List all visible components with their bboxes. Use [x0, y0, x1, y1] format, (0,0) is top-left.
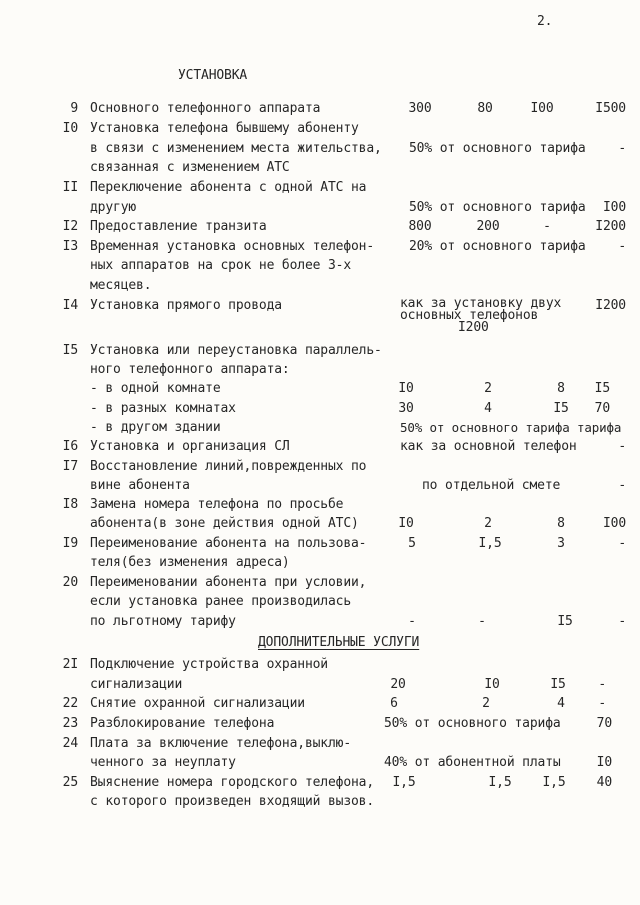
- row-description: по льготному тарифу: [90, 614, 236, 629]
- row-description: сигнализации: [90, 677, 183, 692]
- row-description: месяцев.: [90, 278, 152, 293]
- price-value: -: [618, 614, 626, 629]
- row-number: 24: [62, 736, 78, 751]
- price-value: I200: [595, 219, 626, 234]
- price-value: I00: [602, 516, 626, 531]
- row-number: I3: [62, 239, 78, 254]
- price-value: I5: [553, 401, 569, 416]
- tariff-note: 50% от основного тарифа тарифа: [400, 420, 622, 435]
- tariff-note: как за установку двух: [400, 296, 562, 311]
- tariff-note: 50% от основного тарифа: [409, 200, 586, 215]
- price-value: 4: [484, 401, 492, 416]
- section-title-additional-services: ДОПОЛНИТЕЛЬНЫЕ УСЛУГИ: [258, 635, 420, 650]
- row-description: с которого произведен входящий вызов.: [90, 794, 375, 809]
- price-value: I5: [557, 614, 573, 629]
- price-value: -: [618, 536, 626, 551]
- price-value: I5: [550, 677, 566, 692]
- price-value: -: [618, 439, 626, 454]
- row-number: II: [62, 180, 78, 195]
- price-value: I0: [398, 381, 414, 396]
- row-description: другую: [90, 200, 137, 215]
- section-title-installation: УСТАНОВКА: [178, 68, 248, 83]
- row-description: ных аппаратов на срок не более 3-х: [90, 258, 352, 273]
- row-description: связанная с изменением АТС: [90, 160, 290, 175]
- price-value: 2: [484, 381, 492, 396]
- row-number: I5: [62, 343, 78, 358]
- price-value: -: [618, 141, 626, 156]
- price-value: I0: [398, 516, 414, 531]
- row-description: в связи с изменением места жительства,: [90, 141, 382, 156]
- price-value: 2: [484, 516, 492, 531]
- tariff-note: по отдельной смете: [422, 478, 561, 493]
- row-description: абонента(в зоне действия одной АТС): [90, 516, 359, 531]
- price-value: I500: [595, 101, 626, 116]
- price-value: 70: [594, 401, 610, 416]
- row-number: 2I: [62, 657, 78, 672]
- row-description: вине абонента: [90, 478, 190, 493]
- row-description: Переименование абонента на пользова-: [90, 536, 367, 551]
- price-value: I,5: [392, 775, 416, 790]
- tariff-note: как за основной телефон: [400, 439, 577, 454]
- price-value: 4: [557, 696, 565, 711]
- row-description: ного телефонного аппарата:: [90, 362, 290, 377]
- price-value: 300: [408, 101, 432, 116]
- tariff-note: основных телефонов: [400, 308, 539, 323]
- row-number: 25: [62, 775, 78, 790]
- price-value: 6: [390, 696, 398, 711]
- row-description: Выяснение номера городского телефона,: [90, 775, 375, 790]
- price-value: I,5: [488, 775, 512, 790]
- price-value: 800: [408, 219, 432, 234]
- row-number: I7: [62, 459, 78, 474]
- price-value: -: [618, 239, 626, 254]
- price-value: 2: [482, 696, 490, 711]
- price-value: I200: [595, 298, 626, 313]
- price-value: I00: [530, 101, 554, 116]
- row-number: I2: [62, 219, 78, 234]
- price-value: I0: [484, 677, 500, 692]
- price-value: 8: [557, 516, 565, 531]
- row-description: Переименовании абонента при условии,: [90, 575, 367, 590]
- price-value: 30: [398, 401, 414, 416]
- price-value: 200: [476, 219, 500, 234]
- row-description: Снятие охранной сигнализации: [90, 696, 305, 711]
- price-value: 5: [408, 536, 416, 551]
- row-description: Предоставление транзита: [90, 219, 267, 234]
- row-description: Установка или переустановка параллель-: [90, 343, 382, 358]
- price-value: -: [408, 614, 416, 629]
- row-description: Временная установка основных телефон-: [90, 239, 375, 254]
- row-number: I4: [62, 298, 78, 313]
- row-number: 22: [62, 696, 78, 711]
- price-value: 8: [557, 381, 565, 396]
- row-description: Подключение устройства охранной: [90, 657, 328, 672]
- row-number: 9: [70, 101, 78, 116]
- row-description: Разблокирование телефона: [90, 716, 275, 731]
- row-description: если установка ранее производилась: [90, 594, 352, 609]
- price-value: -: [618, 478, 626, 493]
- page-number: 2.: [537, 14, 553, 29]
- row-description: ченного за неуплату: [90, 755, 236, 770]
- sub-item: - в разных комнатах: [90, 401, 236, 416]
- sub-item: - в другом здании: [90, 420, 221, 435]
- row-number: I8: [62, 497, 78, 512]
- price-value: I,5: [542, 775, 566, 790]
- price-value: 20: [390, 677, 406, 692]
- tariff-note: 50% от основного тарифа: [409, 141, 586, 156]
- row-description: Переключение абонента с одной АТС на: [90, 180, 367, 195]
- price-value: 70: [596, 716, 612, 731]
- row-description: Основного телефонного аппарата: [90, 101, 321, 116]
- row-number: 23: [62, 716, 78, 731]
- price-value: I00: [602, 200, 626, 215]
- row-description: Восстановление линий,поврежденных по: [90, 459, 367, 474]
- row-description: Установка телефона бывшему абоненту: [90, 121, 359, 136]
- price-value: -: [598, 696, 606, 711]
- row-number: I0: [62, 121, 78, 136]
- price-value: I0: [596, 755, 612, 770]
- sub-item: - в одной комнате: [90, 381, 221, 396]
- price-value: -: [598, 677, 606, 692]
- row-description: Установка прямого провода: [90, 298, 282, 313]
- price-value: I5: [594, 381, 610, 396]
- price-value: 80: [477, 101, 493, 116]
- row-description: Замена номера телефона по просьбе: [90, 497, 344, 512]
- tariff-note: 50% от основного тарифа: [384, 716, 561, 731]
- row-number: 20: [62, 575, 78, 590]
- row-number: I6: [62, 439, 78, 454]
- tariff-note: I200: [458, 320, 489, 335]
- tariff-note: 40% от абонентной платы: [384, 755, 561, 770]
- row-description: Плата за включение телефона,выклю-: [90, 736, 352, 751]
- tariff-note: 20% от основного тарифа: [409, 239, 586, 254]
- price-value: -: [478, 614, 486, 629]
- row-description: теля(без изменения адреса): [90, 555, 290, 570]
- price-value: I,5: [478, 536, 502, 551]
- row-description: Установка и организация СЛ: [90, 439, 290, 454]
- price-value: -: [543, 219, 551, 234]
- price-value: 3: [557, 536, 565, 551]
- price-value: 40: [596, 775, 612, 790]
- row-number: I9: [62, 536, 78, 551]
